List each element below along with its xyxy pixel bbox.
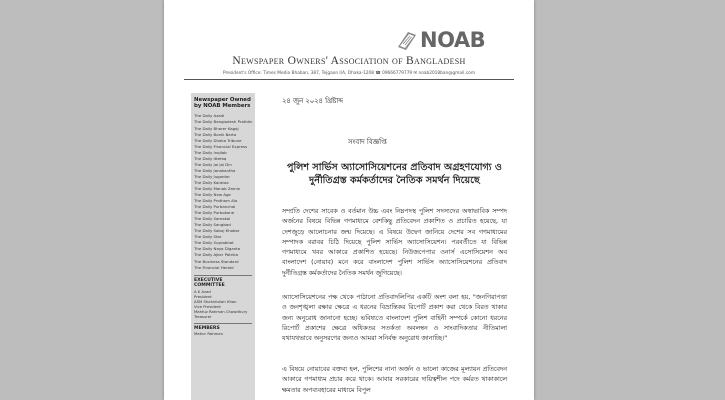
member-newspaper-item: The Daily Prothom Alo bbox=[194, 198, 238, 204]
member-newspaper-item: The Daily Suprobhat bbox=[194, 240, 234, 246]
executive-heading: EXECUTIVE COMMITTEE bbox=[194, 277, 225, 289]
member-newspaper-item: The Daily Janakantha bbox=[194, 167, 236, 173]
member-newspaper-item: The Daily Ittefaq bbox=[194, 155, 227, 161]
member-newspaper-item: The Daily Inqilab bbox=[194, 149, 227, 155]
executive-list bbox=[191, 289, 255, 319]
member-newspaper-item: The Daily Jai Jai Din bbox=[194, 161, 232, 167]
member-newspaper-item: The Daily Bangladesh Pratidin bbox=[194, 119, 253, 125]
member-newspaper-item: The Daily Purbokone bbox=[194, 210, 235, 216]
headline: পুলিশ সার্ভিস অ্যাসোসিয়েশনের প্রতিবাদ অগ্রহণযোগ্য ও দুর্নীতিগ্রস্ত কর্মকর্তাদের নৈতিক সমর্থন দিয়েছে bbox=[286, 162, 502, 186]
newspaper-stack-icon bbox=[396, 29, 418, 51]
paragraph: সম্প্রতি দেশের সাবেক ও বর্তমান উচ্চ এবং নিম্নপদস্থ পুলিশ সদস্যদের অস্বাভাবিক সম্পদ অর্জনের বিষয়ে বিভিন্ন গণমাধ্যমে বেশকিছু প্রতিবেদন প্রকাশিত ও প্রচারিত হয়েছে, যা দেশজুড়ে আলোচনার জন্ম দিয়েছে। এ বিষয়ে উদ্বেগ জানিয়ে দেশের সব গণমাধ্যমের সম্পাদক বরাবর চিঠি দিয়েছে পুলিশ সার্ভিস অ্যাসোসিয়েশন। পরবর্তীতে যা বিভিন্ন গণমাধ্যমে খবর আকারে প্রকাশিত হয়েছে। নিউজপেপার ওনার্স এসোসিয়েশন অব বাংলাদেশ (নোয়াব) মনে করে বাংলাদেশ পুলিশ সার্ভিস অ্যাসোসিয়েশনের প্রতিবাদ দুর্নীতিগ্রস্ত কর্মকর্তাদের নৈতিক সমর্থন জুগিয়েছে। bbox=[282, 208, 507, 277]
noab-logo bbox=[396, 28, 485, 52]
member-newspaper-list bbox=[191, 113, 255, 270]
member-newspaper-item: The Daily Naya Diganta bbox=[194, 246, 241, 252]
member-sidebar bbox=[191, 93, 255, 400]
office-address: President's Office: Times Media Bhaban, 387, Tejgaon I/A, Dhaka-1208 ☎ 09666779779 ✉ noab2018ban@gmail.com bbox=[222, 71, 475, 76]
member-newspaper-item: The Business Standard bbox=[194, 258, 239, 264]
member-newspaper-item: The Daily Samakal bbox=[194, 216, 231, 222]
release-date: ২৪ জুন ২০২৪ খ্রিষ্টাব্দ bbox=[282, 97, 343, 105]
release-body bbox=[282, 95, 507, 394]
member-newspaper-item: The Daily Bonik Barta bbox=[194, 131, 237, 137]
member-newspaper-item: The Daily Dhaka Tribune bbox=[194, 137, 242, 143]
sidebar-divider bbox=[194, 275, 252, 276]
member-newspaper-item: The Daily Star bbox=[194, 234, 222, 240]
header-divider bbox=[184, 79, 514, 80]
member-newspaper-item: The Daily Sangbad bbox=[194, 222, 231, 228]
member-newspaper-item: The Daily Jugantor bbox=[194, 173, 230, 179]
member-newspaper-item: The Daily Ajker Patrika bbox=[194, 252, 238, 258]
member-entry: Matiur Rahman bbox=[194, 331, 224, 337]
member-newspaper-item: The Daily Azadi bbox=[194, 113, 225, 119]
executive-entry: Treasurer bbox=[194, 313, 212, 319]
member-newspaper-item: The Daily Financial Express bbox=[194, 143, 248, 149]
press-release-page bbox=[164, 0, 534, 400]
paragraph: অ্যাসোসিয়েশনের পক্ষ থেকে পাঠানো প্রতিবাদলিপির একটি অংশ বলা হয়, "জনগিরাপত্তা ও জনশৃঙ্খলা রক্ষার ক্ষেত্রে এ ধরনের বিভ্রান্তিকর রিপোর্ট প্রকাশ করা থেকে বিরত থাকার জন্য অনুরোধ জানানো হচ্ছে। ভবিষ্যতে বাংলাদেশ পুলিশ বাহিনী সম্পর্কে কোনো ধরনের রিপোর্ট প্রকাশের ক্ষেত্রে অধিকতর সতর্কতা অবলম্বন ও সাংবাদিকতার নীতিমালা যথাযথভাবে অনুসরণের জন্যও আমরা সনির্বন্ধ অনুরোধ জানাচ্ছি।" bbox=[282, 294, 507, 343]
sidebar-divider bbox=[194, 323, 252, 324]
member-newspaper-item: The Daily Manab Zamin bbox=[194, 185, 241, 191]
executive-entry: ASM Shahidullah Khan bbox=[194, 298, 237, 304]
paragraph: এ বিষয়ে নোয়াবের বক্তব্য হল, পুলিশের নানা অর্জন ও ভালো কাজের মূল্যায়ন প্রতিবেদন আকারে গণমাধ্যম প্রচার করে থাকে। আবার সরকারের দায়িত্বশীল পদে কর্মরত থাকাকালে ক্ষমতার অপব্যবহারের মাধ্যমে বিপুল bbox=[282, 366, 507, 394]
executive-entry: A K Azad bbox=[194, 288, 211, 294]
member-newspaper-item: The Daily Purbanchal bbox=[194, 204, 236, 210]
executive-entry: President bbox=[194, 293, 212, 299]
members-list bbox=[191, 331, 255, 336]
organization-name: Newspaper Owners' Association of Bangladesh bbox=[232, 55, 466, 67]
member-newspaper-item: The Daily Karatoa bbox=[194, 179, 229, 185]
member-newspaper-item: The Financial Herald bbox=[194, 264, 234, 270]
executive-entry: Mahfuz Rahman Chowdhury bbox=[194, 308, 248, 314]
member-newspaper-item: The Daily Sabuj Khobor bbox=[194, 228, 240, 234]
member-newspaper-item: The Daily New Age bbox=[194, 192, 231, 198]
executive-entry: Vice President bbox=[194, 303, 221, 309]
press-release-label: সংবাদ বিজ্ঞপ্তি bbox=[348, 138, 387, 146]
members-heading: MEMBERS bbox=[194, 325, 220, 331]
logo-wordmark: NOAB bbox=[420, 28, 486, 52]
sidebar-title: Newspaper Owned by NOAB Members bbox=[194, 97, 251, 110]
member-newspaper-item: The Daily Bhorer Kagoj bbox=[194, 125, 239, 131]
